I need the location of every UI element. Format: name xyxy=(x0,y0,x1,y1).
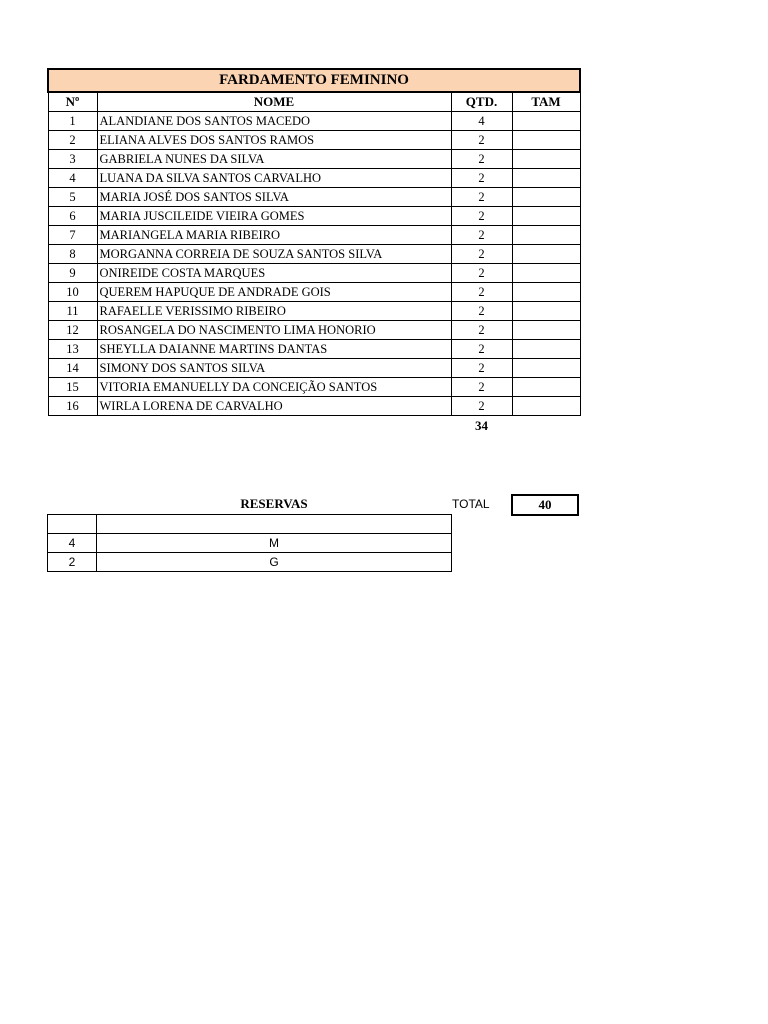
row-name: MARIA JOSÉ DOS SANTOS SILVA xyxy=(97,188,451,207)
row-qtd: 2 xyxy=(451,150,512,169)
row-name: GABRIELA NUNES DA SILVA xyxy=(97,150,451,169)
table-row xyxy=(48,245,580,264)
row-number: 6 xyxy=(48,207,97,226)
row-tam xyxy=(512,207,580,226)
reserve-row xyxy=(48,534,452,553)
header-qtd: QTD. xyxy=(451,92,512,112)
reserve-size: G xyxy=(97,553,452,572)
row-number: 9 xyxy=(48,264,97,283)
row-number: 12 xyxy=(48,321,97,340)
row-number: 8 xyxy=(48,245,97,264)
row-qtd: 2 xyxy=(451,283,512,302)
reserve-qty: 4 xyxy=(48,534,97,553)
reserve-size xyxy=(97,515,452,534)
table-row xyxy=(48,188,580,207)
row-number: 14 xyxy=(48,359,97,378)
table-row xyxy=(48,378,580,397)
row-number: 4 xyxy=(48,169,97,188)
row-qtd: 2 xyxy=(451,302,512,321)
row-qtd: 2 xyxy=(451,264,512,283)
row-qtd: 2 xyxy=(451,131,512,150)
table-row xyxy=(48,359,580,378)
row-name: MORGANNA CORREIA DE SOUZA SANTOS SILVA xyxy=(97,245,451,264)
row-tam xyxy=(512,302,580,321)
table-row xyxy=(48,226,580,245)
row-name: MARIA JUSCILEIDE VIEIRA GOMES xyxy=(97,207,451,226)
row-tam xyxy=(512,226,580,245)
row-number: 16 xyxy=(48,397,97,416)
row-name: QUEREM HAPUQUE DE ANDRADE GOIS xyxy=(97,283,451,302)
table-row xyxy=(48,321,580,340)
row-tam xyxy=(512,378,580,397)
table-row xyxy=(48,112,580,131)
row-tam xyxy=(512,131,580,150)
row-name: RAFAELLE VERISSIMO RIBEIRO xyxy=(97,302,451,321)
row-qtd: 2 xyxy=(451,226,512,245)
table-body xyxy=(48,112,580,416)
row-tam xyxy=(512,283,580,302)
row-number: 1 xyxy=(48,112,97,131)
row-tam xyxy=(512,321,580,340)
total-value: 40 xyxy=(511,494,579,516)
uniform-table xyxy=(47,68,581,416)
row-name: VITORIA EMANUELLY DA CONCEIÇÃO SANTOS xyxy=(97,378,451,397)
qtd-sum: 34 xyxy=(475,418,488,433)
row-qtd: 2 xyxy=(451,378,512,397)
row-tam xyxy=(512,340,580,359)
row-tam xyxy=(512,169,580,188)
reserve-row xyxy=(48,515,452,534)
reserve-qty: 2 xyxy=(48,553,97,572)
table-row xyxy=(48,150,580,169)
column-header-row xyxy=(48,92,580,112)
table-title-row xyxy=(48,69,580,92)
row-tam xyxy=(512,112,580,131)
table-row xyxy=(48,169,580,188)
reserve-qty xyxy=(48,515,97,534)
total-label: TOTAL xyxy=(452,497,490,511)
table-row xyxy=(48,340,580,359)
reserve-size: M xyxy=(97,534,452,553)
row-qtd: 2 xyxy=(451,340,512,359)
reserves-table xyxy=(47,514,452,572)
table-row xyxy=(48,264,580,283)
row-number: 2 xyxy=(48,131,97,150)
row-name: ONIREIDE COSTA MARQUES xyxy=(97,264,451,283)
table-row xyxy=(48,207,580,226)
row-number: 13 xyxy=(48,340,97,359)
header-name: NOME xyxy=(97,92,451,112)
row-number: 3 xyxy=(48,150,97,169)
row-name: ELIANA ALVES DOS SANTOS RAMOS xyxy=(97,131,451,150)
row-name: LUANA DA SILVA SANTOS CARVALHO xyxy=(97,169,451,188)
row-name: ALANDIANE DOS SANTOS MACEDO xyxy=(97,112,451,131)
table-row xyxy=(48,283,580,302)
row-name: SHEYLLA DAIANNE MARTINS DANTAS xyxy=(97,340,451,359)
reserve-row xyxy=(48,553,452,572)
reserves-title: RESERVAS xyxy=(240,496,308,511)
table-row xyxy=(48,131,580,150)
table-row xyxy=(48,302,580,321)
row-qtd: 2 xyxy=(451,245,512,264)
row-number: 7 xyxy=(48,226,97,245)
row-name: SIMONY DOS SANTOS SILVA xyxy=(97,359,451,378)
row-tam xyxy=(512,264,580,283)
row-qtd: 2 xyxy=(451,188,512,207)
row-number: 15 xyxy=(48,378,97,397)
row-qtd: 4 xyxy=(451,112,512,131)
row-qtd: 2 xyxy=(451,321,512,340)
row-number: 5 xyxy=(48,188,97,207)
uniform-sheet xyxy=(47,68,579,433)
row-tam xyxy=(512,245,580,264)
table-row xyxy=(48,397,580,416)
row-name: WIRLA LORENA DE CARVALHO xyxy=(97,397,451,416)
row-tam xyxy=(512,397,580,416)
reserves-body xyxy=(48,515,452,572)
row-tam xyxy=(512,188,580,207)
header-tam: TAM xyxy=(512,92,580,112)
row-tam xyxy=(512,150,580,169)
row-qtd: 2 xyxy=(451,207,512,226)
row-qtd: 2 xyxy=(451,359,512,378)
row-number: 10 xyxy=(48,283,97,302)
row-name: MARIANGELA MARIA RIBEIRO xyxy=(97,226,451,245)
row-number: 11 xyxy=(48,302,97,321)
row-qtd: 2 xyxy=(451,397,512,416)
table-title: FARDAMENTO FEMININO xyxy=(48,69,580,92)
header-no: Nº xyxy=(48,92,97,112)
row-qtd: 2 xyxy=(451,169,512,188)
row-tam xyxy=(512,359,580,378)
row-name: ROSANGELA DO NASCIMENTO LIMA HONORIO xyxy=(97,321,451,340)
